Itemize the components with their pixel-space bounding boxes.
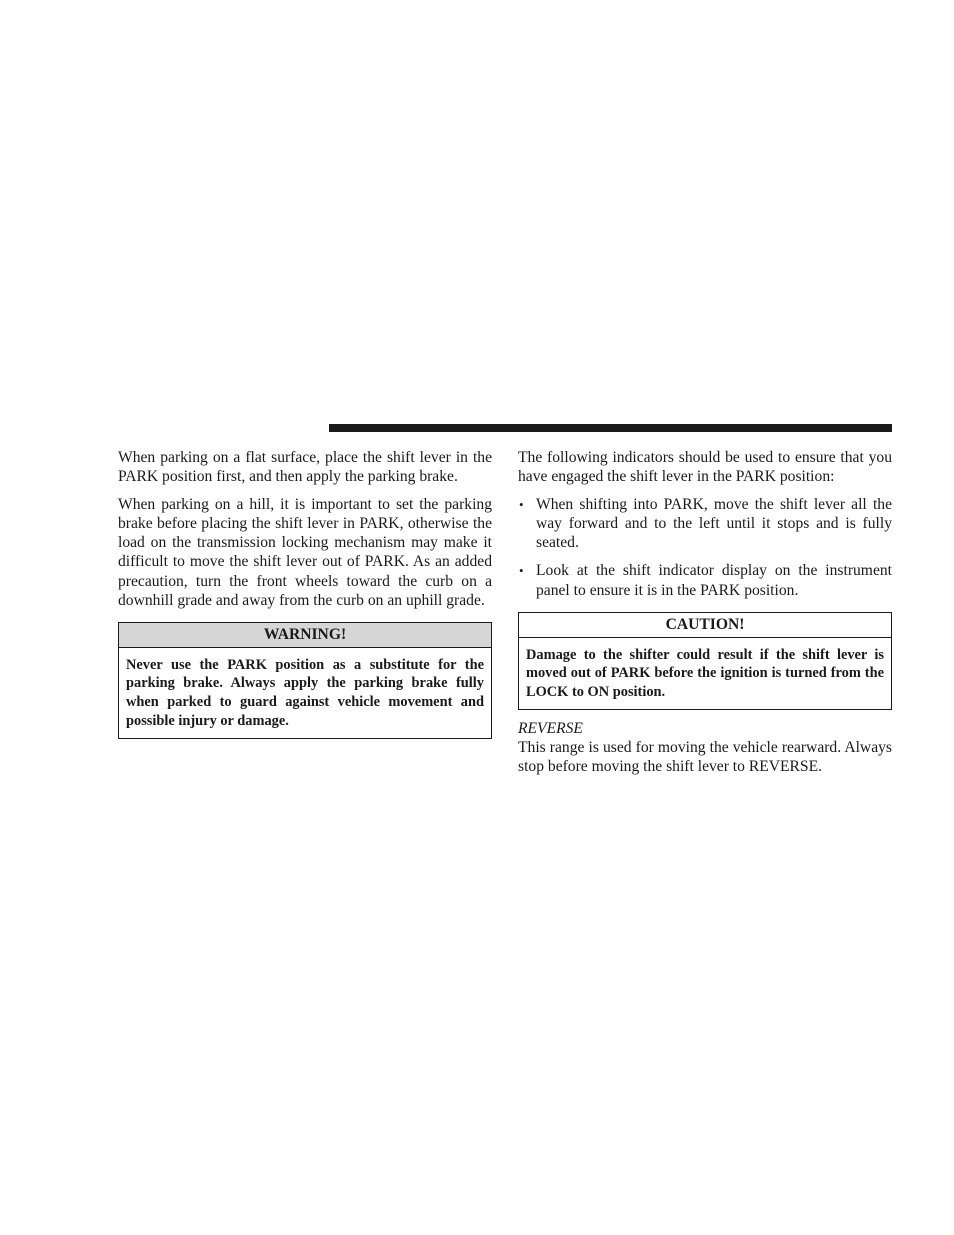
warning-text: Never use the PARK position as a substitute for the parking brake. Always apply the parking brake fully when parked to guard against vehicle movement and possible injury or damage. — [126, 656, 484, 729]
caution-text: Damage to the shifter could result if the shift lever is moved out of PARK before the ignition is turned from the LOCK to ON position. — [526, 646, 884, 701]
section-header-rule — [329, 424, 892, 432]
reverse-paragraph: This range is used for moving the vehicle rearward. Always stop before moving the shift lever to REVERSE. — [518, 738, 892, 775]
warning-box — [118, 622, 492, 739]
left-column — [118, 448, 492, 739]
flat-surface-paragraph: When parking on a flat surface, place the shift lever in the PARK position first, and then apply the parking brake. — [118, 449, 492, 486]
caution-box — [518, 612, 892, 710]
bullet-icon: • — [519, 497, 524, 513]
bullet-icon: • — [519, 563, 524, 579]
warning-title: WARNING! — [119, 623, 491, 648]
indicators-intro: The following indicators should be used to ensure that you have engaged the shift lever in the PARK position: — [518, 449, 892, 486]
right-column — [518, 448, 892, 785]
list-item-text: When shifting into PARK, move the shift lever all the way forward and to the left until it stops and is fully seated. — [536, 496, 892, 552]
list-item — [518, 561, 892, 599]
list-item — [518, 495, 892, 552]
indicator-list — [518, 495, 892, 599]
list-item-text: Look at the shift indicator display on the instrument panel to ensure it is in the PARK position. — [536, 562, 892, 599]
reverse-heading: REVERSE — [518, 719, 583, 737]
hill-parking-paragraph: When parking on a hill, it is important to set the parking brake before placing the shift lever in PARK, otherwise the load on the transmission locking mechanism may make it difficult to move the shift lever out of PARK. As an added precaution, turn the front wheels toward the curb on a downhill grade and away from the curb on an uphill grade. — [118, 496, 492, 609]
caution-title: CAUTION! — [519, 613, 891, 638]
